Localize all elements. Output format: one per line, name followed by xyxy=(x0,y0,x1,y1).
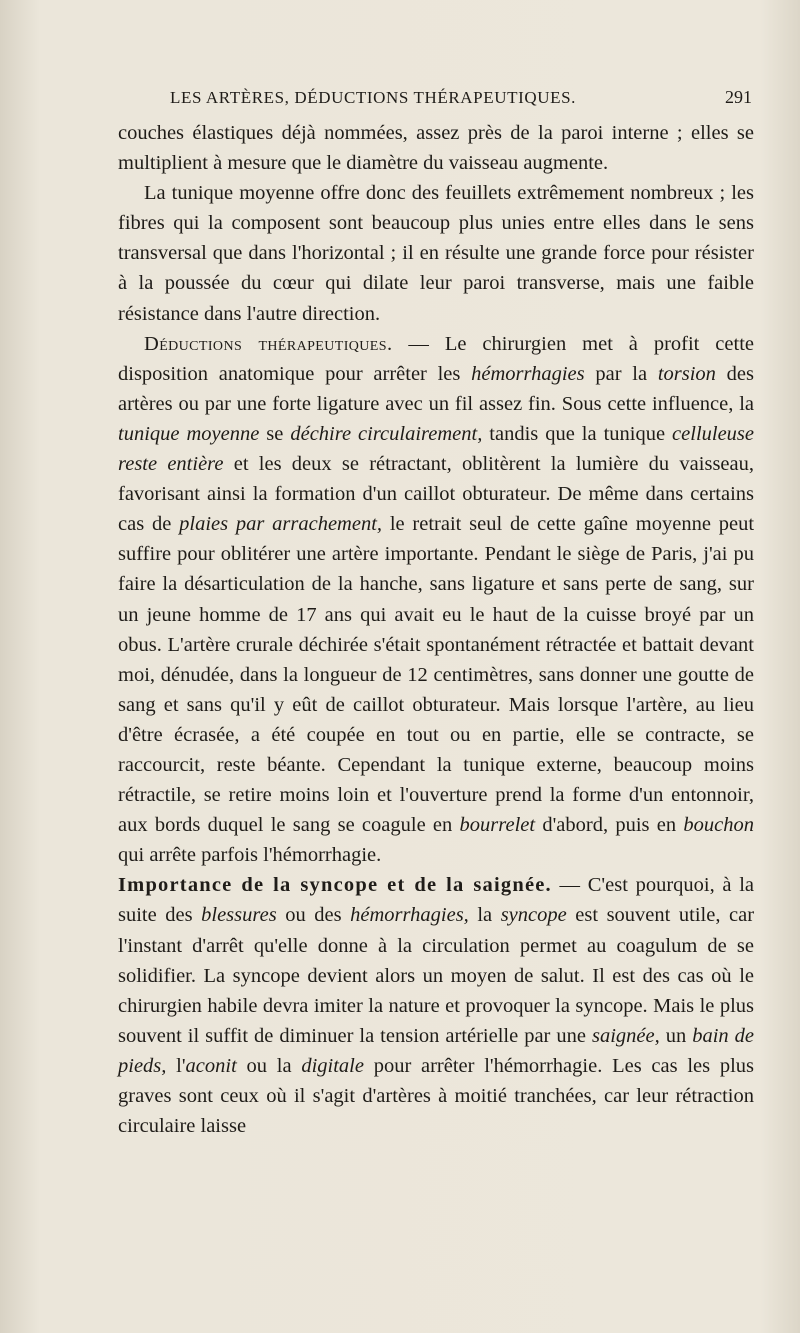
text-run: qui arrête parfois l'hémorrhagie. xyxy=(118,844,382,867)
text-run: ou la xyxy=(236,1054,302,1077)
text-run: par la xyxy=(584,362,658,385)
text-run: tandis que la tunique xyxy=(482,422,673,445)
text-run: et les deux se rétractant, oblitèrent la lumière du vaisseau, favorisant ainsi la formation d'un caillot obturateur. De même dans certains cas de xyxy=(118,453,754,536)
italic-term: tunique moyenne xyxy=(118,422,260,445)
italic-term: bourrelet xyxy=(459,814,536,837)
section-heading-deductions: Déductions thérapeutiques. xyxy=(144,332,393,355)
text-run: d'abord, puis en xyxy=(535,814,684,837)
text-run: le retrait seul de cette gaîne moyenne peut suffire pour oblitérer une artère importante. Pendant le siège de Paris, j'ai pu faire la désarticulation de la hanche, sans ligature et sans perte de sang, sur un jeune homme de 17 ans qui avait eu le haut de la cuisse broyé par un obus. L'artère crurale déchirée s'était spontanément rétractée et battait devant moi, dénudée, dans la longueur de 12 centimètres, sans donner une goutte de sang et sans qu'il y eût de caillot obturateur. Mais lorsque l'artère, au lieu d'être écrasée, a été coupée en tout ou en partie, elle se contracte, se raccourcit, reste béante. Cependant la tunique externe, beaucoup moins rétractile, se retire moins loin et l'ouverture prend la forme d'un entonnoir, aux bords duquel le sang se coagule en xyxy=(118,513,755,837)
italic-term: syncope xyxy=(500,904,567,927)
italic-term: celluleuse reste entière xyxy=(118,422,755,476)
text-run: — Le chirurgien met à profit cette disposition anatomique pour arrêter les xyxy=(118,332,754,385)
page-number: 291 xyxy=(725,87,752,107)
section-heading-syncope: Importance de la syncope et de la saignée. xyxy=(118,874,552,897)
italic-term: hémorrhagies xyxy=(471,362,585,385)
text-run: l' xyxy=(166,1054,186,1077)
italic-term: déchire circulairement, xyxy=(290,422,483,445)
italic-term: digitale xyxy=(301,1054,364,1077)
text-run: pour arrêter l'hémorrhagie. Les cas les plus graves sont ceux où il s'agit d'artères à moitié tranchées, car leur rétraction circulaire laisse xyxy=(118,1054,755,1138)
paragraph-2: La tunique moyenne offre donc des feuillets extrêmement nombreux ; les fibres qui la composent sont beaucoup plus unies entre elles dans le sens transversal que dans l'horizontal ; il en résulte une grande force pour résister à la poussée du cœur qui dilate leur paroi transverse, mais une faible résistance dans l'autre direction. xyxy=(118,182,754,325)
italic-term: blessures xyxy=(201,904,277,927)
text-run: un xyxy=(659,1024,693,1047)
page-header xyxy=(118,84,758,114)
italic-term: torsion xyxy=(657,362,716,385)
running-title: LES ARTÈRES, DÉDUCTIONS THÉRAPEUTIQUES. xyxy=(170,88,576,107)
text-run: ou des xyxy=(276,904,351,927)
text-run: se xyxy=(259,422,291,445)
italic-term: saignée, xyxy=(591,1024,660,1047)
italic-term: hémorrhagies, xyxy=(350,904,469,927)
italic-term: bouchon xyxy=(683,814,754,837)
page-body xyxy=(118,118,754,1141)
paragraph-3 xyxy=(118,329,754,871)
italic-term: plaies par arrachement, xyxy=(179,513,383,536)
text-run: la xyxy=(468,904,501,927)
paragraph-1: couches élastiques déjà nommées, assez près de la paroi interne ; elles se multiplient à mesure que le diamètre du vaisseau augmente. xyxy=(118,122,754,175)
italic-term: aconit xyxy=(185,1054,237,1077)
text-run: des artères ou par une forte ligature avec un fil assez fin. Sous cette influence, la xyxy=(118,362,754,415)
italic-term: bain de pieds, xyxy=(118,1024,755,1077)
paragraph-4 xyxy=(118,870,754,1141)
text-run: — C'est pourquoi, à la suite des xyxy=(118,874,754,927)
text-run: est souvent utile, car l'instant d'arrêt qu'elle donne à la circulation permet au coagulum de se solidifier. La syncope devient alors un moyen de salut. Il est des cas où le chirurgien habile devra imiter la nature et provoquer la syncope. Mais le plus souvent il suffit de diminuer la tension artérielle par une xyxy=(118,904,755,1047)
